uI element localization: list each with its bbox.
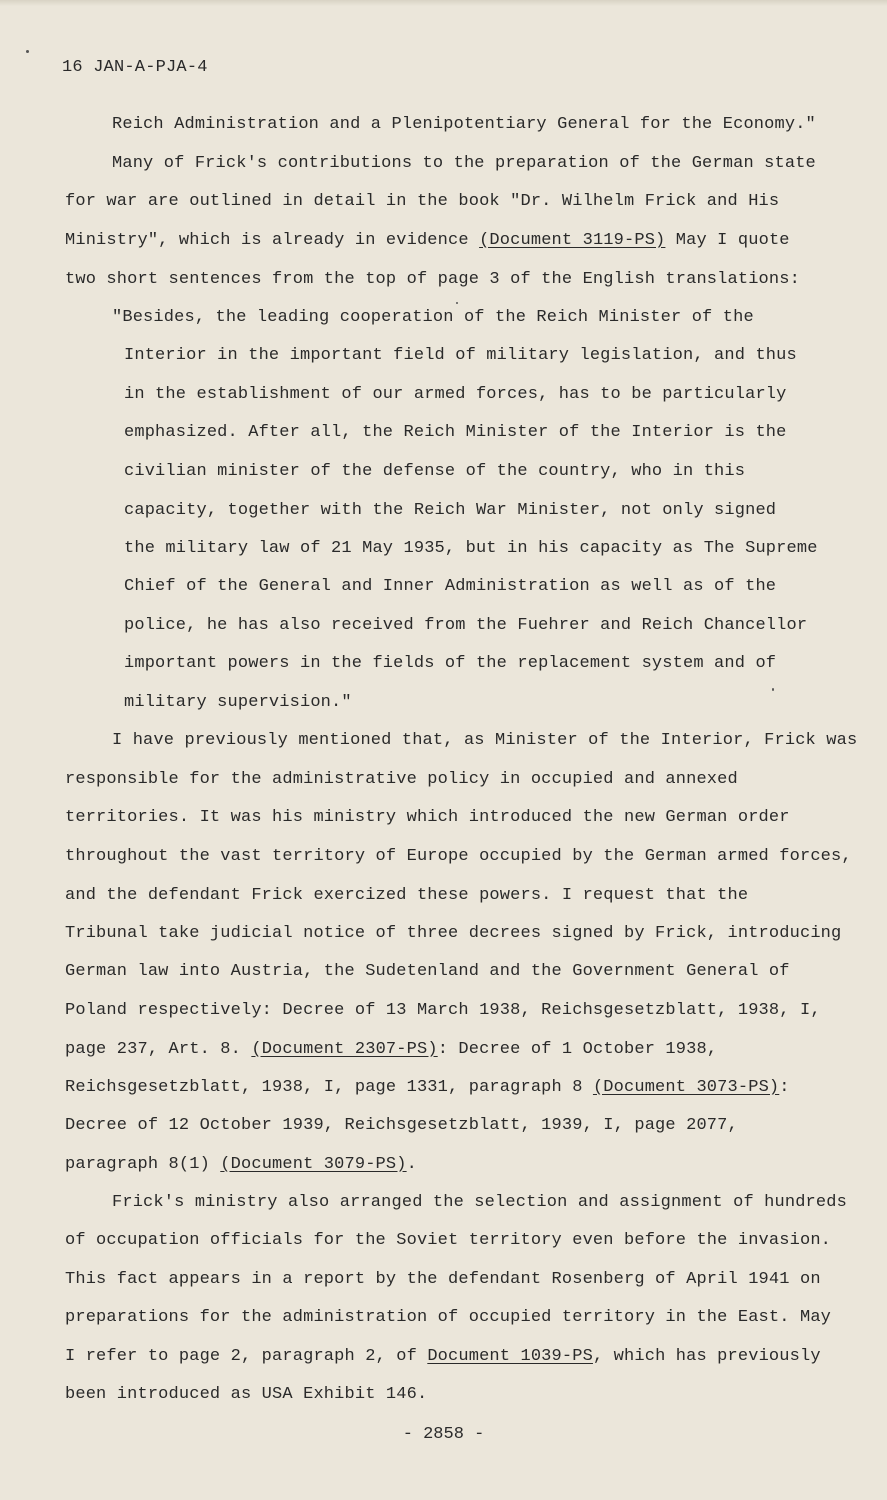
page-top-edge: [0, 0, 887, 6]
text-line: [65, 886, 748, 905]
text-segment: Frick's ministry also arranged the selection and assignment of hundreds: [112, 1193, 847, 1212]
text-segment: been introduced as USA Exhibit 146.: [65, 1385, 428, 1404]
text-segment: Chief of the General and Inner Administration as well as of the: [124, 577, 777, 596]
text-segment: and the defendant Frick exercized these powers. I request that the: [65, 886, 749, 905]
text-segment: paragraph 8(1): [65, 1155, 221, 1174]
text-line: [65, 1270, 821, 1289]
text-line: [124, 501, 776, 520]
text-segment: German law into Austria, the Sudetenland and the Government General of: [65, 962, 790, 981]
document-citation: (Document 3079-PS): [220, 1155, 407, 1174]
text-line: [65, 1231, 831, 1250]
text-line: [65, 1040, 717, 1059]
text-segment: of occupation officials for the Soviet territory even before the invasion.: [65, 1231, 832, 1250]
text-line: [65, 1308, 831, 1327]
text-line: [65, 1078, 790, 1097]
text-segment: Reichsgesetzblatt, 1938, I, page 1331, paragraph 8: [65, 1078, 593, 1097]
text-segment: .: [406, 1155, 417, 1174]
document-citation: (Document 3073-PS): [592, 1078, 780, 1097]
text-line: [124, 423, 787, 442]
text-line: [65, 1385, 427, 1404]
text-segment: : Decree of 1 October 1938,: [437, 1040, 718, 1059]
page-number: - 2858 -: [402, 1425, 485, 1444]
text-segment: throughout the vast territory of Europe occupied by the German armed forces,: [65, 847, 852, 866]
text-line: [65, 1001, 821, 1020]
text-segment: Many of Frick's contributions to the preparation of the German state: [112, 154, 816, 173]
text-line: [65, 962, 790, 981]
text-line: [112, 308, 754, 327]
text-segment: capacity, together with the Reich War Minister, not only signed: [124, 501, 777, 520]
text-line: [124, 385, 787, 404]
text-segment: important powers in the fields of the replacement system and of: [124, 654, 777, 673]
text-line: [124, 616, 807, 635]
text-line: [112, 1193, 847, 1212]
text-segment: Decree of 12 October 1939, Reichsgesetzblatt, 1939, I, page 2077,: [65, 1116, 738, 1135]
text-line: [124, 693, 352, 712]
text-line: [112, 731, 857, 750]
text-segment: Poland respectively: Decree of 13 March 1938, Reichsgesetzblatt, 1938, I,: [65, 1001, 821, 1020]
text-line: [65, 847, 852, 866]
text-line: [124, 346, 797, 365]
document-reference: 16 JAN-A-PJA-4: [62, 58, 208, 77]
text-line: [65, 924, 841, 943]
text-line: [65, 770, 738, 789]
text-segment: the military law of 21 May 1935, but in his capacity as The Supreme: [124, 539, 818, 558]
text-line: [65, 808, 790, 827]
text-segment: Interior in the important field of military legislation, and thus: [124, 346, 797, 365]
text-segment: This fact appears in a report by the defendant Rosenberg of April 1941 on: [65, 1270, 821, 1289]
text-segment: military supervision.": [124, 693, 352, 712]
text-segment: preparations for the administration of occupied territory in the East. May: [65, 1308, 832, 1327]
text-segment: emphasized. After all, the Reich Minister of the Interior is the: [124, 423, 787, 442]
text-line: [112, 115, 816, 134]
paper-speck: [456, 302, 458, 304]
text-segment: two short sentences from the top of page 3 of the English translations:: [65, 270, 800, 289]
text-segment: May I quote: [665, 231, 790, 250]
text-segment: responsible for the administrative policy in occupied and annexed: [65, 770, 738, 789]
text-segment: for war are outlined in detail in the book "Dr. Wilhelm Frick and His: [65, 192, 780, 211]
text-segment: page 237, Art. 8.: [65, 1040, 252, 1059]
text-segment: Ministry", which is already in evidence: [65, 231, 480, 250]
text-line: [124, 577, 776, 596]
text-line: [65, 1116, 738, 1135]
text-segment: civilian minister of the defense of the country, who in this: [124, 462, 746, 481]
text-segment: territories. It was his ministry which introduced the new German order: [65, 808, 790, 827]
text-line: [112, 154, 816, 173]
document-citation: (Document 3119-PS): [479, 231, 666, 250]
document-citation: Document 1039-PS: [427, 1347, 593, 1366]
text-segment: Tribunal take judicial notice of three decrees signed by Frick, introducing: [65, 924, 842, 943]
text-segment: , which has previously: [592, 1347, 821, 1366]
text-line: [65, 1155, 417, 1174]
text-segment: Reich Administration and a Plenipotentiary General for the Economy.": [112, 115, 816, 134]
text-line: [124, 539, 818, 558]
text-segment: I have previously mentioned that, as Minister of the Interior, Frick was: [112, 731, 858, 750]
text-line: [124, 654, 776, 673]
text-segment: :: [779, 1078, 790, 1097]
text-segment: police, he has also received from the Fuehrer and Reich Chancellor: [124, 616, 808, 635]
paper-speck: [772, 688, 774, 691]
text-line: [124, 462, 745, 481]
text-segment: "Besides, the leading cooperation of the Reich Minister of the: [112, 308, 754, 327]
paper-speck: [26, 50, 29, 53]
document-citation: (Document 2307-PS): [251, 1040, 438, 1059]
text-line: [65, 231, 790, 250]
text-line: [65, 192, 779, 211]
text-line: [65, 270, 800, 289]
text-segment: in the establishment of our armed forces, has to be particularly: [124, 385, 787, 404]
text-segment: I refer to page 2, paragraph 2, of: [65, 1347, 428, 1366]
text-line: [65, 1347, 821, 1366]
